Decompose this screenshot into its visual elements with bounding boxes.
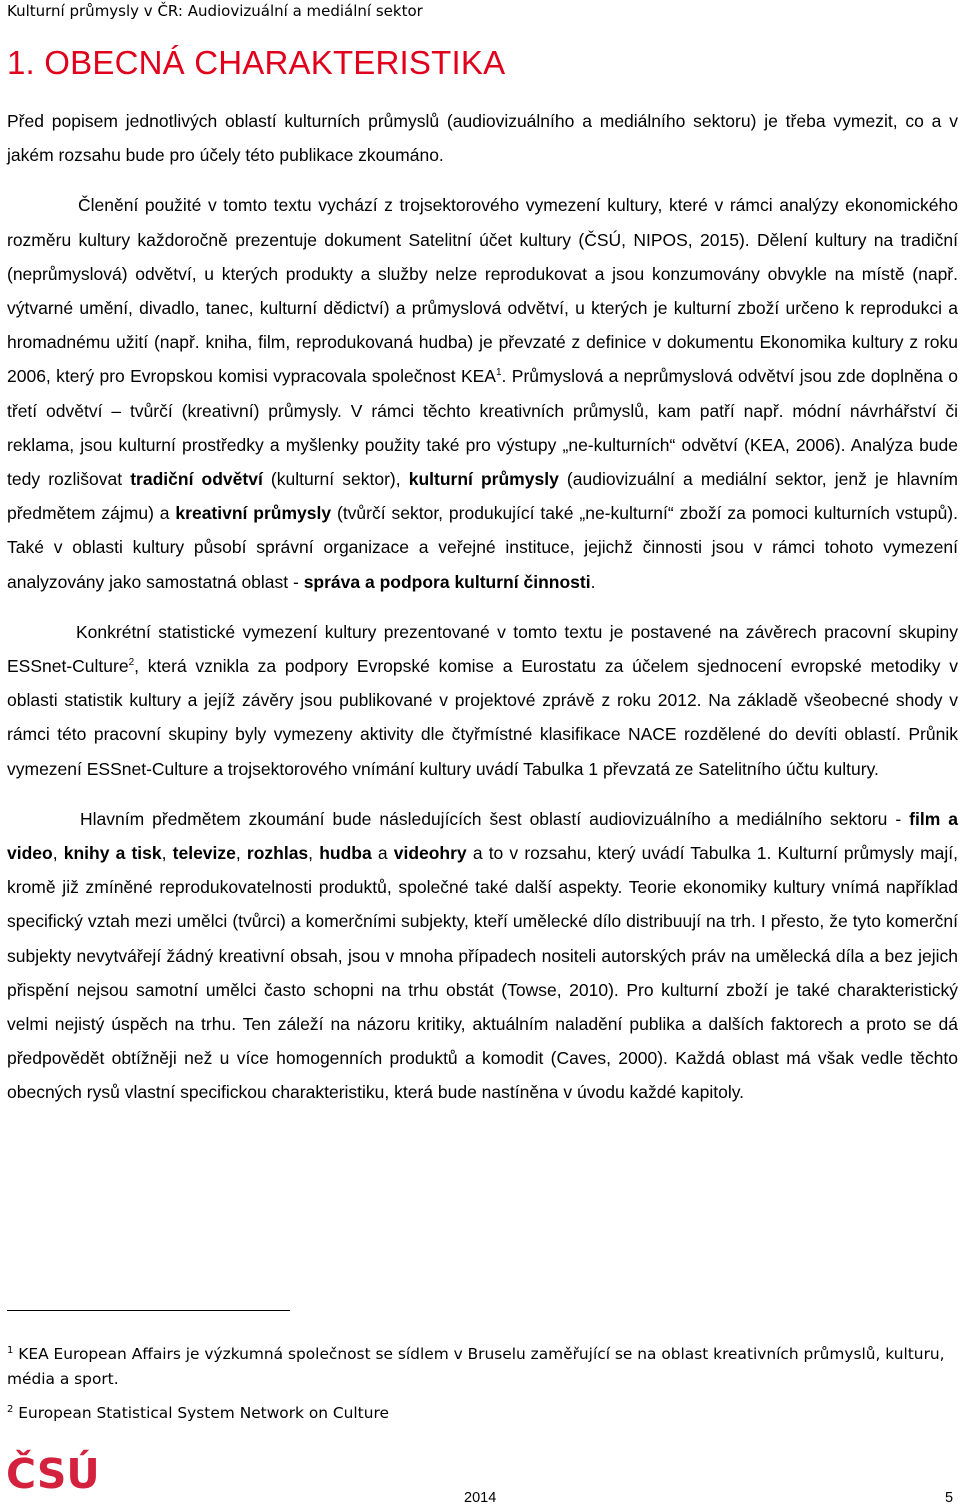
footer-year: 2014 [464, 1490, 497, 1506]
page-number: 5 [945, 1490, 954, 1506]
term-traditional-sectors: tradiční odvětví [130, 469, 263, 490]
footnotes [7, 1342, 958, 1426]
term-books-press: knihy a tisk [63, 843, 162, 864]
paragraph-main-subject: Hlavním předmětem zkoumání bude následujících šest oblastí audiovizuálního a mediálního sektoru - film a video, knihy a tisk, televize, rozhlas, hudba a videohry a to v rozsahu, který uvádí Tabulka 1. Kulturní průmysly mají, kromě již zmíněné reprodukovatelnosti produktů, společné také další aspekty. Teorie ekonomiky kultury vnímá například specifický vztah mezi umělci (tvůrci) a komerčními subjekty, kteří umělecké dílo distribuují na trh. I přesto, že tyto komerční subjekty nevytvářejí žádný kreativní obsah, jsou v mnoha případech nositeli autorských práv na umělecká díla a bez jejich přispění nejsou samotní umělci často schopni na trhu obstát (Towse, 2010). Pro kulturní zboží je také charakteristický velmi nejistý úspěch na trhu. Ten záleží na názoru kritiky, aktuálním naladění publika a dalších faktorech a proto se dá předpovědět obtížněji než u více homogenních produktů a komodit (Caves, 2000). Každá oblast má však vedle těchto obecných rysů vlastní specifickou charakteristiku, která bude nastíněna v úvodu každé kapitoly. [7, 808, 958, 1103]
term-radio: rozhlas [246, 843, 309, 864]
csu-logo-lettering: ČSÚ [6, 1450, 100, 1498]
footnote-ref-2[interactable]: 2 [128, 657, 135, 669]
paragraph-statistical-definition: Konkrétní statistické vymezení kultury prezentované v tomto textu je postavené na závěrech pracovní skupiny ESSnet-Culture$^2$, která vznikla za podpory Evropské komise a Eurostatu za účelem sjednocení evropské metodiky v oblasti statistik kultury a jejíž závěry jsou publikované v projektové zprávě z roku 2012. Na základě všeobecné shody v rámci této pracovní skupiny byly vymezeny aktivity dle čtyřmístné klasifikace NACE rozdělené do devíti oblastí. Průnik vymezení ESSnet-Culture a trojsektorového vnímání kultury uvádí Tabulka 1 převzatá ze Satelitního účtu kultury. [7, 621, 958, 779]
paragraph-intro: Před popisem jednotlivých oblastí kulturních průmyslů (audiovizuálního a mediálního sektoru) je třeba vymezit, co a v jakém rozsahu bude pro účely této publikace zkoumáno. [7, 111, 958, 166]
footnote-number: 2 [7, 1403, 14, 1415]
term-television: televize [172, 843, 236, 864]
csu-logo-icon [6, 1448, 100, 1498]
term-cultural-industries: kulturní průmysly [408, 469, 559, 490]
footnote-ref-1[interactable]: 1 [495, 367, 502, 379]
term-film-video: film a video [7, 808, 958, 864]
paragraph-sector-division: Členění použité v tomto textu vychází z trojsektorového vymezení kultury, které v rámci analýzy ekonomického rozměru kultury každoročně prezentuje dokument Satelitní účet kultury (ČSÚ, NIPOS, 2015). Dělení kultury na tradiční (neprůmyslová) odvětví, u kterých produkty a služby nelze reprodukovat a jsou konzumovány obvykle na místě (např. výtvarné umění, divadlo, tanec, kulturní dědictví) a průmyslová odvětví, u kterých je kulturní zboží určeno k reprodukci a hromadnému užití (např. kniha, film, reprodukovaná hudba) je převzaté z definice v dokumentu Ekonomika kultury z roku 2006, který pro Evropskou komisi vypracovala společnost KEA$^1$. Průmyslová a neprůmyslová odvětví jsou zde doplněna o třetí odvětví – tvůrčí (kreativní) průmysly. V rámci těchto kreativních průmyslů, kam patří např. módní návrhářství či reklama, jsou kulturní prostředky a myšlenky použity také pro výstupy „ne-kulturních“ odvětví (KEA, 2006). Analýza bude tedy rozlišovat tradiční odvětví (kulturní sektor), kulturní průmysly (audiovizuální a mediální sektor, jenž je hlavním předmětem zájmu) a kreativní průmysly (tvůrčí sektor, produkující také „ne-kulturní“ zboží za pomoci kulturních vstupů). Také v oblasti kultury působí správní organizace a veřejné instituce, jejichž činnosti jsou v rámci tohoto vymezení analyzovány jako samostatná oblast - správa a podpora kulturní činnosti. [7, 195, 959, 592]
footnote-separator [7, 1310, 290, 1311]
term-creative-industries: kreativní průmysly [175, 503, 332, 524]
document-body [7, 104, 958, 1110]
footnote-number: 1 [7, 1344, 14, 1356]
term-music: hudba [319, 843, 372, 864]
running-header: Kulturní průmysly v ČR: Audiovizuální a mediální sektor [7, 2, 423, 20]
term-videogames: videohry [393, 843, 467, 864]
csu-logo [6, 1448, 100, 1499]
footnote-2: $^2$ European Statistical System Network on Culture [7, 1403, 389, 1422]
footnote-1: $^1$ KEA European Affairs je výzkumná společnost se sídlem v Bruselu zaměřující se na oblast kreativních průmyslů, kulturu, média a sport. [7, 1344, 945, 1388]
term-administration: správa a podpora kulturní činnosti [303, 571, 591, 592]
section-title: 1. OBECNÁ CHARAKTERISTIKA [7, 44, 506, 81]
